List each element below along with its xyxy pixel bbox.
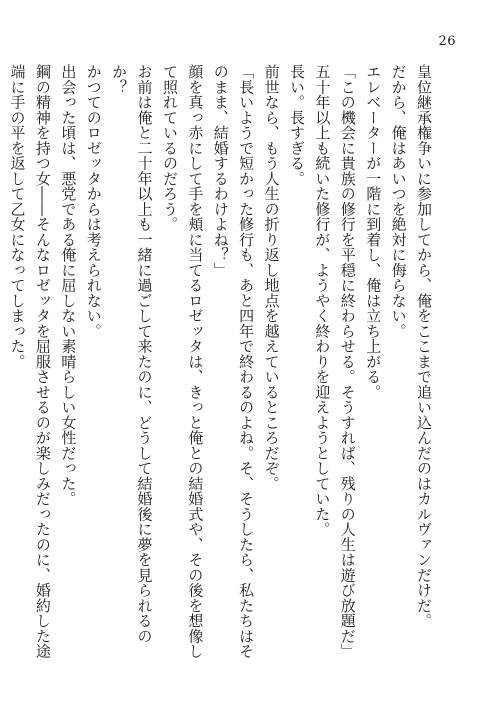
- text-line: 前世なら、もう人生の折り返し地点を越えているところだぞ。: [262, 64, 281, 491]
- vertical-text-body: [8, 64, 436, 664]
- text-line: かつてのロゼッタからは考えられない。: [84, 64, 103, 339]
- text-line: 顔を真っ赤にして手を頬に当てるロゼッタは、きっと俺との結婚式や、その後を想像し: [186, 64, 205, 659]
- text-line: 鋼の精神を持つ女――そんなロゼッタを屈服させるのが楽しみだったのに、婚約した途: [33, 64, 52, 659]
- text-line: だから、俺はあいつを絶対に侮らない。: [389, 64, 408, 339]
- text-line: 「長いようで短かった修行も、あと四年で終わるのよね。そ、そうしたら、私たちはそ: [237, 64, 256, 659]
- text-line: 皇位継承権争いに参加してから、俺をここまで追い込んだのはカルヴァンだけだ。: [415, 64, 433, 629]
- page-number: 26: [438, 34, 456, 49]
- text-line: 長い。長すぎる。: [287, 64, 306, 186]
- text-line: 端に手の平を返して乙女になってしまった。: [8, 64, 27, 369]
- text-line: のまま、結婚するわけよね？」: [211, 64, 230, 278]
- text-line: て照れているのだろう。: [160, 64, 179, 232]
- text-line: 出会った頃は、悪党である俺に屈しない素晴らしい女性だった。: [59, 64, 78, 507]
- text-line: か？: [110, 64, 129, 95]
- text-line: 「この機会に貴族の修行を平穏に終わらせる。そうすれば、残りの人生は遊び放題だ」: [338, 64, 357, 659]
- text-line: お前は俺と二十年以上も一緒に過ごして来たのに、どうして結婚後に夢を見られるの: [135, 64, 154, 644]
- text-line: エレベーターが一階に到着し、俺は立ち上がる。: [364, 64, 383, 400]
- text-line: 五十年以上も続いた修行が、ようやく終わりを迎えようとしていた。: [313, 64, 332, 537]
